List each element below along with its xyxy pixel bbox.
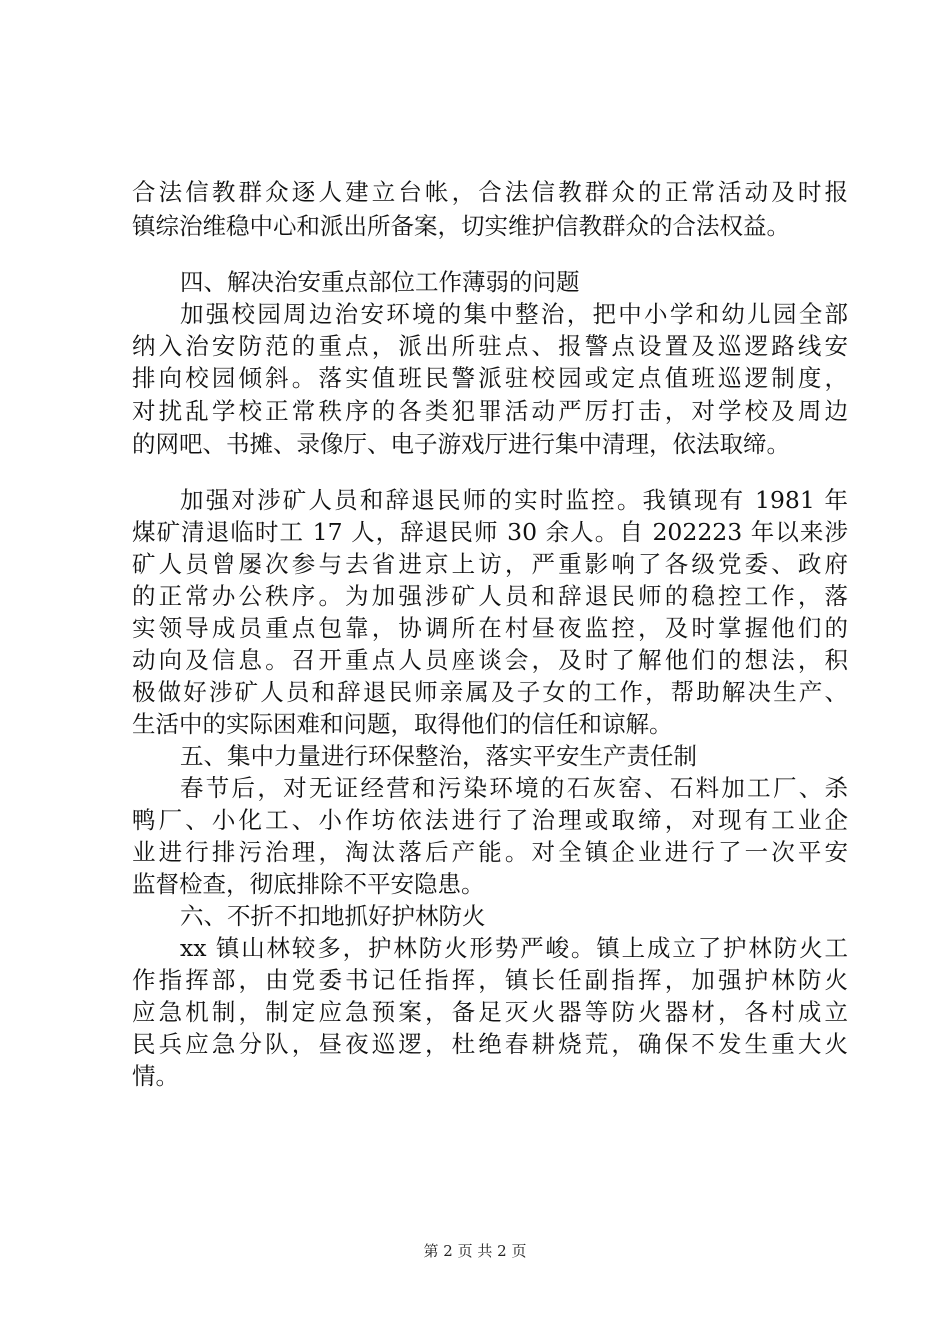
paragraph-line: 作指挥部，由党委书记任指挥，镇长任副指挥，加强护林防火 xyxy=(132,966,848,994)
paragraph-line: 加强校园周边治安环境的集中整治，把中小学和幼儿园全部 xyxy=(180,300,848,328)
paragraph-line: 加强对涉矿人员和辞退民师的实时监控。我镇现有 1981 年 xyxy=(180,486,848,514)
paragraph-line: 煤矿清退临时工 17 人，辞退民师 30 余人。自 202223 年以来涉 xyxy=(132,518,848,546)
section-heading: 四、解决治安重点部位工作薄弱的问题 xyxy=(180,268,580,296)
paragraph-line: 应急机制，制定应急预案，备足灭火器等防火器材，各村成立 xyxy=(132,998,848,1026)
paragraph-line: 的正常办公秩序。为加强涉矿人员和辞退民师的稳控工作，落 xyxy=(132,582,848,610)
paragraph-line: 鸭厂、小化工、小作坊依法进行了治理或取缔，对现有工业企 xyxy=(132,806,848,834)
paragraph-line: 动向及信息。召开重点人员座谈会，及时了解他们的想法，积 xyxy=(132,646,848,674)
paragraph-line: 纳入治安防范的重点，派出所驻点、报警点设置及巡逻路线安 xyxy=(132,332,848,360)
paragraph-line: 排向校园倾斜。落实值班民警派驻校园或定点值班巡逻制度， xyxy=(132,364,848,392)
paragraph-line: 极做好涉矿人员和辞退民师亲属及子女的工作，帮助解决生产、 xyxy=(132,678,848,706)
paragraph-line: 业进行排污治理，淘汰落后产能。对全镇企业进行了一次平安 xyxy=(132,838,848,866)
paragraph-line: xx 镇山林较多，护林防火形势严峻。镇上成立了护林防火工 xyxy=(180,934,848,962)
section-heading: 六、不折不扣地抓好护林防火 xyxy=(180,902,486,930)
paragraph-line: 对扰乱学校正常秩序的各类犯罪活动严厉打击，对学校及周边 xyxy=(132,397,848,425)
paragraph-line: 矿人员曾屡次参与去省进京上访，严重影响了各级党委、政府 xyxy=(132,550,848,578)
page-number-footer: 第 2 页 共 2 页 xyxy=(423,1242,527,1260)
paragraph-line: 合法信教群众逐人建立台帐，合法信教群众的正常活动及时报 xyxy=(132,178,848,206)
paragraph-line: 春节后，对无证经营和污染环境的石灰窑、石料加工厂、杀 xyxy=(180,774,848,802)
paragraph-line: 监督检查，彻底排除不平安隐患。 xyxy=(132,870,485,898)
paragraph-line: 情。 xyxy=(132,1062,179,1090)
paragraph-line: 民兵应急分队，昼夜巡逻，杜绝春耕烧荒，确保不发生重大火 xyxy=(132,1030,848,1058)
paragraph-line: 实领导成员重点包靠，协调所在村昼夜监控，及时掌握他们的 xyxy=(132,614,848,642)
section-heading: 五、集中力量进行环保整治，落实平安生产责任制 xyxy=(180,742,697,770)
paragraph-line: 生活中的实际困难和问题，取得他们的信任和谅解。 xyxy=(132,710,673,738)
paragraph-line: 镇综治维稳中心和派出所备案，切实维护信教群众的合法权益。 xyxy=(132,212,790,240)
paragraph-line: 的网吧、书摊、录像厅、电子游戏厅进行集中清理，依法取缔。 xyxy=(132,430,790,458)
